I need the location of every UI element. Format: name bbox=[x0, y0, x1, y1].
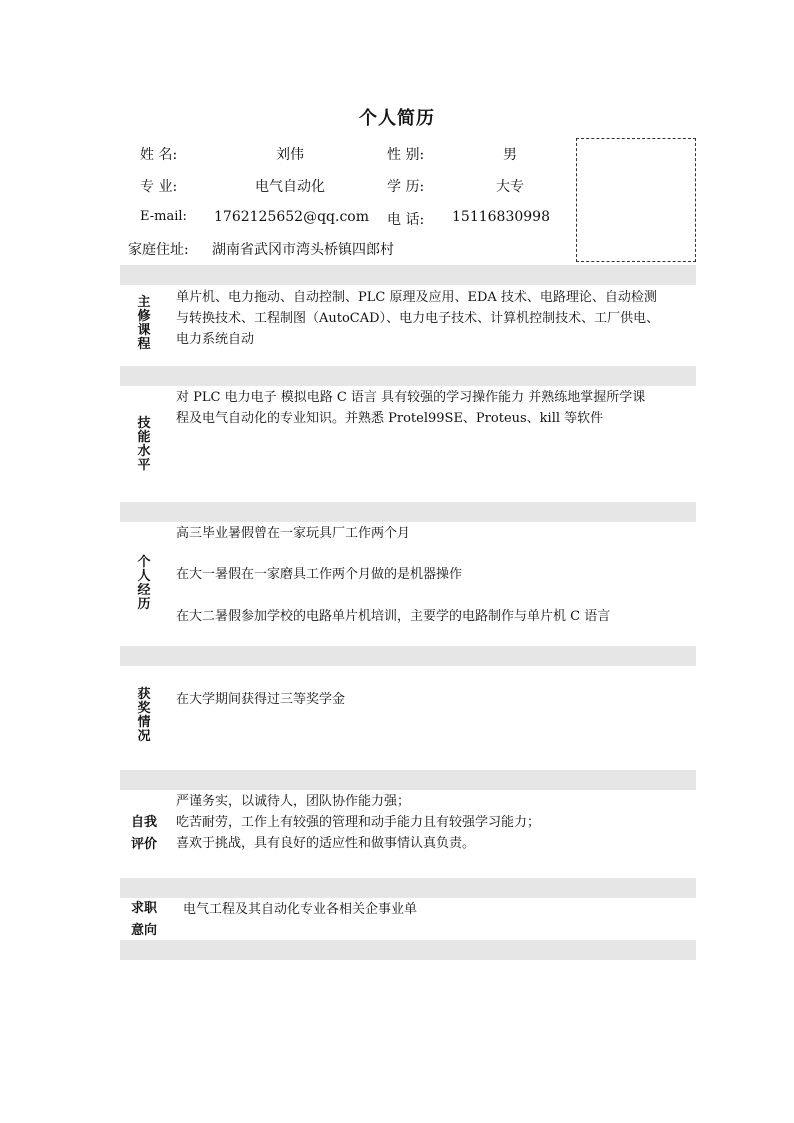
experience-item: 在大一暑假在一家磨具工作两个月做的是机器操作 bbox=[176, 567, 463, 582]
section-divider bbox=[120, 878, 696, 898]
experience-item: 在大二暑假参加学校的电路单片机培训，主要学的电路制作与单片机 C 语言 bbox=[176, 609, 611, 624]
gender-label: 性 别: bbox=[387, 147, 425, 163]
courses-content bbox=[176, 287, 696, 350]
courses-line: 单片机、电力拖动、自动控制、PLC 原理及应用、EDA 技术、电路理论、自动检测 bbox=[176, 290, 657, 305]
address-label: 家庭住址: bbox=[128, 242, 189, 258]
objective-label: 求职 意向 bbox=[130, 901, 157, 938]
section-divider bbox=[120, 646, 696, 666]
address-value: 湖南省武冈市湾头桥镇四郎村 bbox=[212, 242, 394, 258]
self-evaluation-label: 自我 评价 bbox=[130, 815, 157, 852]
awards-content: 在大学期间获得过三等奖学金 bbox=[176, 692, 346, 707]
major-label: 专 业: bbox=[140, 179, 178, 195]
skills-line: 程及电气自动化的专业知识。并熟悉 Protel99SE、Proteus、kill 等软件 bbox=[176, 411, 604, 426]
skills-line: 对 PLC 电力电子 模拟电路 C 语言 具有较强的学习操作能力 并熟练地掌握所学课 bbox=[176, 390, 646, 405]
self-evaluation-line: 喜欢于挑战，具有良好的适应性和做事情认真负责。 bbox=[176, 836, 476, 851]
skills-label: 技 能 水 平 bbox=[137, 416, 151, 473]
section-divider bbox=[120, 770, 696, 790]
phone-label: 电 话: bbox=[387, 212, 425, 228]
section-divider bbox=[120, 502, 696, 522]
section-divider bbox=[120, 265, 696, 285]
email-value: 1762125652@qq.com bbox=[214, 209, 369, 225]
education-label: 学 历: bbox=[387, 179, 425, 195]
name-label: 姓 名: bbox=[140, 147, 178, 163]
experience-item: 高三毕业暑假曾在一家玩具厂工作两个月 bbox=[176, 526, 411, 541]
objective-content: 电气工程及其自动化专业各相关企事业单 bbox=[183, 902, 418, 917]
page-title: 个人简历 bbox=[359, 108, 435, 129]
name-value: 刘伟 bbox=[276, 147, 304, 163]
experience-label: 个 人 经 历 bbox=[137, 555, 151, 612]
skills-content bbox=[176, 387, 696, 429]
section-divider bbox=[120, 940, 696, 960]
email-label: E-mail: bbox=[140, 209, 187, 224]
section-divider bbox=[120, 366, 696, 386]
education-value: 大专 bbox=[496, 179, 524, 195]
self-evaluation-line: 严谨务实，以诚待人，团队协作能力强； bbox=[176, 794, 411, 809]
gender-value: 男 bbox=[503, 147, 517, 163]
self-evaluation-content bbox=[176, 791, 696, 854]
phone-value: 15116830998 bbox=[452, 209, 550, 225]
courses-line: 电力系统自动 bbox=[176, 332, 255, 347]
courses-label: 主 修 课 程 bbox=[137, 295, 151, 352]
courses-line: 与转换技术、工程制图（AutoCAD）、电力电子技术、计算机控制技术、工厂供电、 bbox=[176, 311, 660, 326]
major-value: 电气自动化 bbox=[255, 179, 325, 195]
self-evaluation-line: 吃苦耐劳，工作上有较强的管理和动手能力且有较强学习能力； bbox=[176, 815, 541, 830]
photo-placeholder bbox=[576, 138, 696, 262]
awards-label: 获 奖 情 况 bbox=[137, 687, 151, 744]
